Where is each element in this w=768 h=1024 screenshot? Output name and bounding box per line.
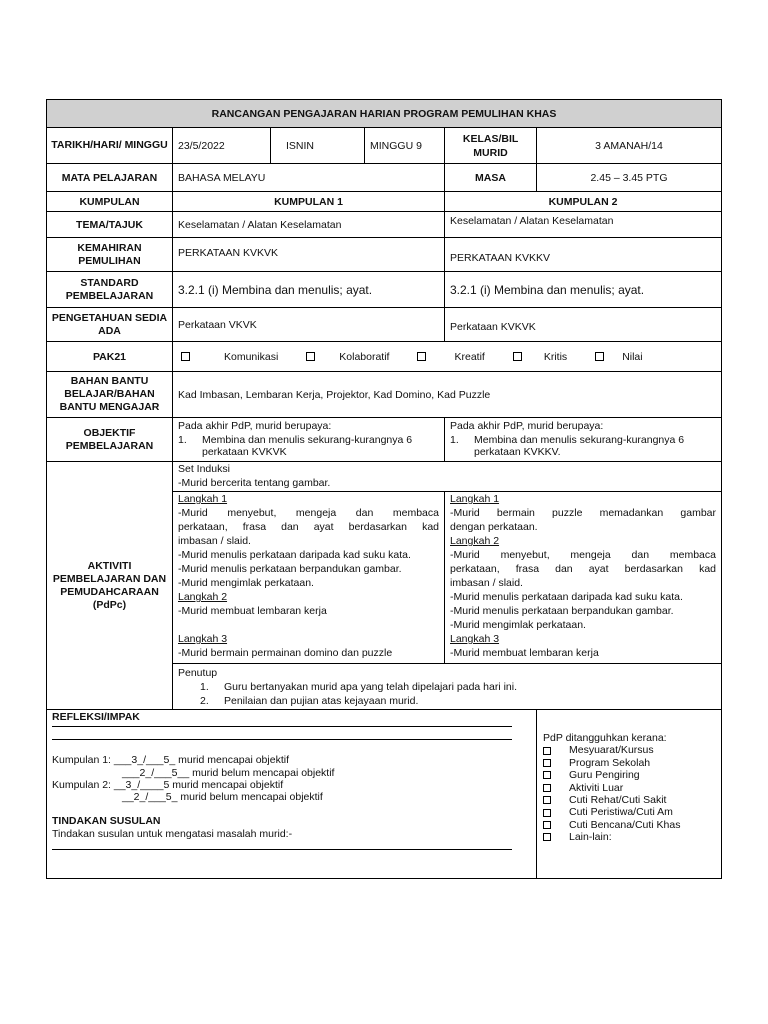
followup-text: Tindakan susulan untuk mengatasi masalah murid:- [52, 828, 293, 840]
skill-g1: PERKATAAN KVKVK [173, 238, 445, 272]
activity-g1-line: -Murid membuat lembaran kerja [178, 605, 327, 617]
objective-label: OBJEKTIF PEMBELAJARAN [47, 418, 173, 462]
group-1-header: KUMPULAN 1 [173, 192, 445, 212]
checkbox-icon [543, 759, 551, 767]
activity-g1-line: Langkah 1 [178, 493, 228, 505]
activity-g2-line: Langkah 3 [450, 633, 500, 645]
followup-write-line [52, 849, 512, 850]
objective-g1-item-text: Membina dan menulis sekurang-kurangnya 6 perkataan KVKVK [202, 434, 413, 458]
postponed-option[interactable]: Cuti Bencana/Cuti Khas [543, 819, 715, 831]
objective-g2-intro: Pada akhir PdP, murid berupaya: [450, 420, 604, 432]
pak21-option-komunikasi[interactable]: Komunikasi [181, 351, 278, 363]
subject-value: BAHASA MELAYU [173, 164, 445, 192]
activity-g1-line: -Murid menulis perkataan daripada kad suku kata. [178, 549, 411, 561]
reflection-title: REFLEKSI/IMPAK [52, 711, 140, 723]
group-2-header: KUMPULAN 2 [445, 192, 721, 212]
class-label: KELAS/BIL MURID [445, 128, 537, 164]
objective-g2-item: 1. Membina dan menulis sekurang-kurangnya 6 perkataan KVKKV. [450, 434, 716, 458]
standard-g1: 3.2.1 (i) Membina dan menulis; ayat. [173, 272, 445, 308]
skill-g2: PERKATAAN KVKKV [445, 238, 721, 272]
checkbox-icon [543, 821, 551, 829]
objective-g1-intro: Pada akhir PdP, murid berupaya: [178, 420, 332, 432]
checkbox-icon [543, 833, 551, 841]
subject-label: MATA PELAJARAN [47, 164, 173, 192]
date-label: TARIKH/HARI/ MINGGU [47, 128, 173, 164]
activity-g1-line: imbasan / slaid. [178, 535, 251, 547]
postponed-option[interactable]: Program Sekolah [543, 757, 715, 769]
activity-g2-line: Langkah 2 [450, 535, 500, 547]
activity-label: AKTIVITI PEMBELAJARAN DAN PEMUDAHCARAAN (PdPc) [47, 462, 173, 710]
objective-g2 [445, 418, 721, 462]
checkbox-icon [543, 784, 551, 792]
prior-knowledge-g1: Perkataan VKVK [173, 308, 445, 342]
reflection-write-line [52, 739, 512, 740]
closing-title: Penutup [178, 667, 218, 679]
activity-g1-line [178, 618, 439, 632]
postponed-option[interactable]: Cuti Rehat/Cuti Sakit [543, 794, 715, 806]
checkbox-icon [181, 352, 190, 361]
postponed-option[interactable]: Cuti Peristiwa/Cuti Am [543, 806, 715, 818]
checkbox-icon [417, 352, 426, 361]
objective-g1-item: 1. Membina dan menulis sekurang-kurangnya 6 perkataan KVKVK [178, 434, 439, 458]
activity-g1-line: -Murid menyebut, mengeja dan membaca [178, 507, 439, 519]
group-1-not-achieved: ___2_/___5__ murid belum mencapai objektif [122, 767, 335, 779]
activity-g2-line: dengan perkataan. [450, 521, 538, 533]
closing-item: 1. Guru bertanyakan murid apa yang telah dipelajari pada hari ini. [200, 681, 518, 693]
pak21-option-kreatif[interactable]: Kreatif [417, 351, 484, 363]
checkbox-icon [543, 796, 551, 804]
checkbox-icon [306, 352, 315, 361]
postponed-option[interactable]: Lain-lain: [543, 831, 715, 843]
activity-g2-line: -Murid membuat lembaran kerja [450, 647, 599, 659]
activity-g1-line: Langkah 2 [178, 591, 228, 603]
activity-g2-line: Langkah 1 [450, 493, 500, 505]
time-value: 2.45 – 3.45 PTG [537, 164, 721, 192]
prior-knowledge-g2: Perkataan KVKVK [445, 308, 721, 342]
reflection-section [47, 710, 537, 878]
activity-g2-line: -Murid bermain puzzle memadankan gambar [450, 507, 716, 519]
followup-title: TINDAKAN SUSULAN [52, 815, 161, 827]
activity-g1-line: -Murid bermain permainan domino dan puzzle [178, 647, 393, 659]
class-value: 3 AMANAH/14 [537, 128, 721, 164]
time-label: MASA [445, 164, 537, 192]
activity-g1 [173, 492, 445, 664]
postponed-option[interactable]: Guru Pengiring [543, 769, 715, 781]
postponed-option[interactable]: Mesyuarat/Kursus [543, 744, 715, 756]
reflection-write-line [52, 726, 512, 727]
set-induksi [173, 462, 721, 492]
postponed-title: PdP ditangguhkan kerana: [543, 732, 667, 744]
lesson-plan-form [46, 99, 722, 879]
theme-g1: Keselamatan / Alatan Keselamatan [173, 212, 445, 238]
closing-section [173, 664, 721, 710]
activity-g1-line: -Murid menulis perkataan berpandukan gambar. [178, 563, 402, 575]
activity-g1-line: -Murid mengimlak perkataan. [178, 577, 314, 589]
activity-g1-line: perkataan, frasa dan ayat berdasarkan kad [178, 521, 439, 533]
activity-g2-line: -Murid menulis perkataan berpandukan gambar. [450, 605, 674, 617]
group-2-achieved: Kumpulan 2: __3_/____5 murid mencapai objektif [52, 779, 284, 791]
activity-g2-line: perkataan, frasa dan ayat berdasarkan kad [450, 563, 716, 575]
closing-item: 2. Penilaian dan pujian atas kejayaan murid. [200, 695, 419, 707]
checkbox-icon [513, 352, 522, 361]
prior-knowledge-label: PENGETAHUAN SEDIA ADA [47, 308, 173, 342]
group-1-achieved: Kumpulan 1: ___3_/___5_ murid mencapai objektif [52, 754, 289, 766]
activity-g1-line: Langkah 3 [178, 633, 228, 645]
activity-g2-line: -Murid menulis perkataan daripada kad suku kata. [450, 591, 683, 603]
group-label: KUMPULAN [47, 192, 173, 212]
postponed-section [537, 710, 721, 878]
checkbox-icon [543, 809, 551, 817]
pak21-label: PAK21 [47, 342, 173, 372]
pak21-option-kolaboratif[interactable]: Kolaboratif [306, 351, 389, 363]
week-value: MINGGU 9 [365, 128, 445, 164]
form-title: RANCANGAN PENGAJARAN HARIAN PROGRAM PEMULIHAN KHAS [47, 100, 721, 128]
pak21-option-kritis[interactable]: Kritis [513, 351, 567, 363]
materials-label: BAHAN BANTU BELAJAR/BAHAN BANTU MENGAJAR [47, 372, 173, 418]
theme-g2: Keselamatan / Alatan Keselamatan [445, 212, 721, 238]
checkbox-icon [543, 747, 551, 755]
date-value: 23/5/2022 [173, 128, 271, 164]
set-induksi-title: Set Induksi [178, 463, 230, 475]
pak21-option-nilai[interactable]: Nilai [595, 351, 642, 363]
checkbox-icon [543, 771, 551, 779]
theme-label: TEMA/TAJUK [47, 212, 173, 238]
activity-g2-line: -Murid menyebut, mengeja dan membaca [450, 549, 716, 561]
activity-g2-line: -Murid mengimlak perkataan. [450, 619, 586, 631]
checkbox-icon [595, 352, 604, 361]
postponed-option[interactable]: Aktiviti Luar [543, 782, 715, 794]
set-induksi-text: -Murid bercerita tentang gambar. [178, 477, 331, 489]
group-2-not-achieved: __2_/___5_ murid belum mencapai objektif [122, 791, 323, 803]
skill-label: KEMAHIRAN PEMULIHAN [47, 238, 173, 272]
standard-g2: 3.2.1 (i) Membina dan menulis; ayat. [445, 272, 721, 308]
activity-g2 [445, 492, 721, 664]
activity-g2-line: imbasan / slaid. [450, 577, 523, 589]
pak21-options [173, 342, 721, 372]
standard-label: STANDARD PEMBELAJARAN [47, 272, 173, 308]
day-value: ISNIN [271, 128, 365, 164]
objective-g2-item-text: Membina dan menulis sekurang-kurangnya 6 perkataan KVKKV. [474, 434, 685, 458]
materials-value: Kad Imbasan, Lembaran Kerja, Projektor, Kad Domino, Kad Puzzle [173, 372, 721, 418]
objective-g1 [173, 418, 445, 462]
